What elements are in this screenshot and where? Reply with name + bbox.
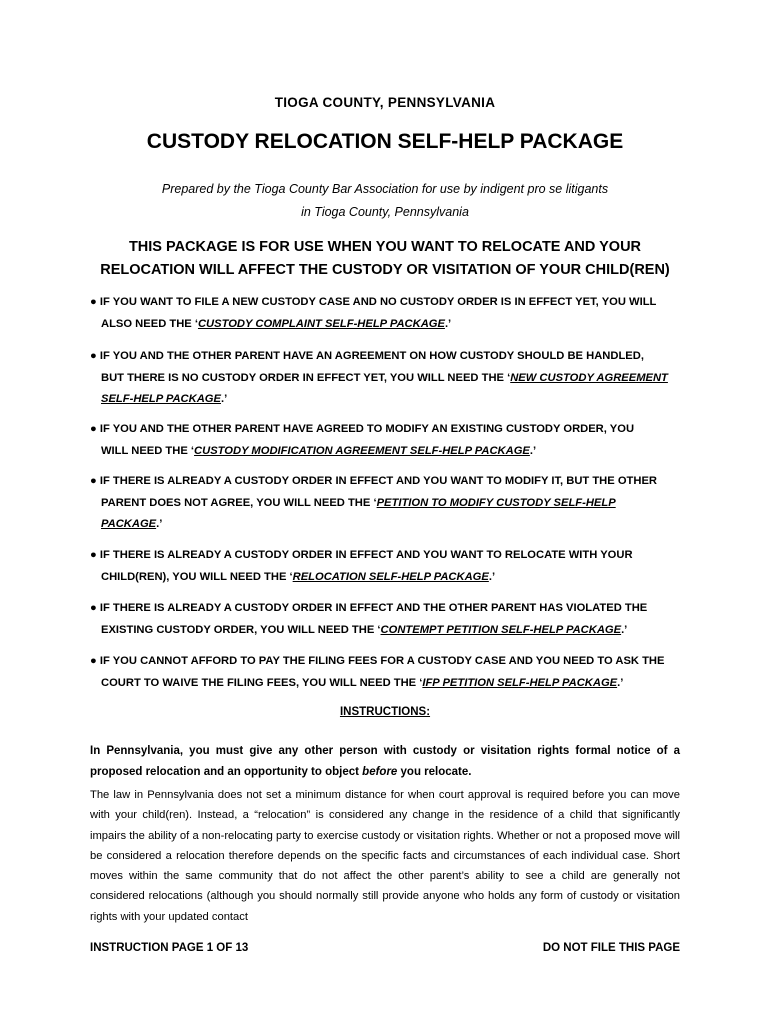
do-not-file-notice: DO NOT FILE THIS PAGE bbox=[542, 942, 680, 954]
bullet-text: ● IF YOU WANT TO FILE A NEW CUSTODY CASE AND NO CUSTODY ORDER IS IN EFFECT YET, YOU WILL bbox=[90, 296, 657, 308]
package-reference: CONTEMPT PETITION SELF-HELP PACKAGE bbox=[380, 623, 622, 636]
bullet-text: ● IF THERE IS ALREADY A CUSTODY ORDER IN EFFECT AND YOU WANT TO RELOCATE WITH YOUR bbox=[90, 549, 633, 561]
bullet-text: WILL NEED THE ‘ bbox=[101, 444, 195, 457]
bullet-suffix: .’ bbox=[529, 444, 537, 457]
bullet-text: ● IF THERE IS ALREADY A CUSTODY ORDER IN EFFECT AND YOU WANT TO MODIFY IT, BUT THE OTHER bbox=[90, 475, 657, 487]
prepared-by-note bbox=[0, 178, 770, 224]
bullet-ifp-petition bbox=[90, 651, 690, 694]
bullet-text: COURT TO WAIVE THE FILING FEES, YOU WILL NEED THE ‘ bbox=[101, 676, 423, 689]
bullet-text: ● IF THERE IS ALREADY A CUSTODY ORDER IN EFFECT AND THE OTHER PARENT HAS VIOLATED THE bbox=[90, 602, 648, 614]
bullet-text: BUT THERE IS NO CUSTODY ORDER IN EFFECT YET, YOU WILL NEED THE ‘ bbox=[101, 371, 511, 384]
intro-text-end: you relocate. bbox=[397, 766, 472, 778]
usage-warning-line-2: RELOCATION WILL AFFECT THE CUSTODY OR VISITATION OF YOUR CHILD(REN) bbox=[100, 262, 670, 278]
package-reference-cont: SELF-HELP PACKAGE bbox=[101, 393, 221, 405]
instructions-heading: INSTRUCTIONS: bbox=[339, 706, 431, 718]
page-number-label: INSTRUCTION PAGE 1 OF 13 bbox=[90, 942, 249, 954]
bullet-relocation bbox=[90, 545, 690, 588]
bullet-modification-agreement bbox=[90, 419, 690, 462]
bullet-suffix: .’ bbox=[488, 570, 496, 583]
bullet-suffix: .’ bbox=[156, 518, 163, 530]
bullet-suffix: .’ bbox=[617, 676, 624, 689]
instructions-intro bbox=[90, 741, 680, 783]
package-reference: IFP PETITION SELF-HELP PACKAGE bbox=[422, 676, 618, 689]
bullet-petition-to-modify bbox=[90, 471, 690, 536]
bullet-text: ALSO NEED THE ‘ bbox=[101, 317, 198, 330]
bullet-text: PARENT DOES NOT AGREE, YOU WILL NEED THE ‘ bbox=[101, 496, 377, 509]
intro-emphasis: before bbox=[362, 766, 398, 778]
page-title: CUSTODY RELOCATION SELF-HELP PACKAGE bbox=[146, 130, 624, 153]
bullet-suffix: .’ bbox=[220, 393, 228, 405]
usage-warning bbox=[60, 236, 710, 282]
bullet-contempt-petition bbox=[90, 598, 690, 641]
bullet-suffix: .’ bbox=[444, 317, 452, 330]
bullet-text: ● IF YOU AND THE OTHER PARENT HAVE AN AGREEMENT ON HOW CUSTODY SHOULD BE HANDLED, bbox=[90, 350, 644, 362]
bullet-suffix: .’ bbox=[621, 623, 628, 636]
bullet-text: EXISTING CUSTODY ORDER, YOU WILL NEED THE ‘ bbox=[101, 623, 381, 636]
bullet-text: ● IF YOU CANNOT AFFORD TO PAY THE FILING FEES FOR A CUSTODY CASE AND YOU NEED TO ASK THE bbox=[90, 655, 665, 667]
intro-text: In Pennsylvania, you must give any other person with custody or visitation rights formal notice of a proposed relocation and an opportunity to object bbox=[90, 745, 680, 778]
prepared-line-2: in Tioga County, Pennsylvania bbox=[301, 205, 469, 219]
bullet-custody-agreement bbox=[90, 346, 690, 411]
instructions-body: The law in Pennsylvania does not set a minimum distance for when court approval is required before you can move with your child(ren). Instead, a “relocation” is considered any change in the residence of a child that significantly impairs the ability of a non-relocating party to exercise custody or visitation rights. Whether or not a proposed move will be considered a relocation therefore depends on the specific facts and circumstances of each individual case. Short moves within the same community that do not affect the other parent’s ability to see a child are generally not considered relocations (although you should normally still provide anyone who holds any form of custody or visitation rights with your updated contact bbox=[90, 789, 680, 923]
bullet-text: CHILD(REN), YOU WILL NEED THE ‘ bbox=[101, 570, 293, 583]
package-reference: CUSTODY MODIFICATION AGREEMENT SELF-HELP PACKAGE bbox=[194, 444, 530, 457]
package-reference: RELOCATION SELF-HELP PACKAGE bbox=[292, 570, 489, 583]
prepared-line-1: Prepared by the Tioga County Bar Association for use by indigent pro se litigants bbox=[161, 182, 609, 196]
package-reference: NEW CUSTODY AGREEMENT bbox=[510, 371, 668, 384]
package-reference-cont: PACKAGE bbox=[101, 518, 157, 530]
bullet-text: ● IF YOU AND THE OTHER PARENT HAVE AGREED TO MODIFY AN EXISTING CUSTODY ORDER, YOU bbox=[90, 423, 635, 435]
package-reference: PETITION TO MODIFY CUSTODY SELF-HELP bbox=[376, 496, 616, 509]
county-heading: TIOGA COUNTY, PENNSYLVANIA bbox=[274, 95, 496, 110]
usage-warning-line-1: THIS PACKAGE IS FOR USE WHEN YOU WANT TO RELOCATE AND YOUR bbox=[128, 239, 642, 255]
bullet-new-custody-case bbox=[90, 292, 690, 335]
package-reference: CUSTODY COMPLAINT SELF-HELP PACKAGE bbox=[197, 317, 445, 330]
